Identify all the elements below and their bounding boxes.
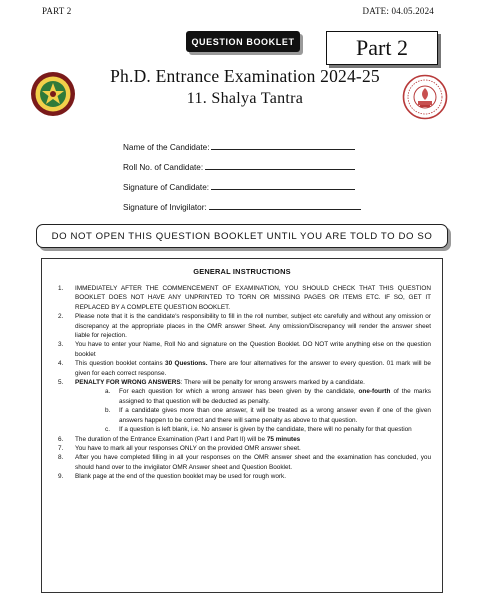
invigilator-signature-fill-line[interactable] [209, 201, 361, 210]
instruction-subitem: c. If a question is left blank, i.e. No answer is given by the candidate, there will no penalty for that question [105, 426, 412, 434]
field-invigilator-signature [123, 201, 361, 212]
subject-title: 11. Shalya Tantra [186, 90, 304, 107]
field-candidate-name [123, 141, 355, 152]
instruction-item: 6. The duration of the Entrance Examination (Part I and Part II) will be 75 minutes [58, 435, 301, 443]
instruction-item: 2. Please note that it is the candidate's responsibility to fill in the roll number, subject etc carefully and without any omission or discrepancy at the appropriate places in the OMR answer Sheet. Any omission/Discrepancy will render the answer sheet liable for rejection. [58, 313, 431, 340]
instruction-item: 7. You have to mark all your responses ONLY on the provided OMR answer sheet. [58, 444, 301, 452]
field-label: Roll No. of Candidate: [123, 163, 204, 172]
field-label: Signature of Invigilator: [123, 203, 207, 212]
do-not-open-warning: DO NOT OPEN THIS QUESTION BOOKLET UNTIL YOU ARE TOLD TO DO SO [36, 224, 448, 248]
field-roll-no [123, 161, 355, 172]
header-part-label: PART 2 [42, 6, 72, 16]
candidate-signature-fill-line[interactable] [211, 181, 355, 190]
question-booklet-badge: QUESTION BOOKLET [186, 31, 300, 52]
instructions-list [58, 284, 431, 482]
instruction-item: 5. PENALTY FOR WRONG ANSWERS: There will be penalty for wrong answers marked by a candidate. [58, 379, 365, 387]
instruction-item: 1. IMMEDIATELY AFTER THE COMMENCEMENT OF EXAMINATION, YOU SHOULD CHECK THAT THIS QUESTION BOOKLET DOES NOT HAVE ANY UNPRINTED TO TORN OR MISSING PAGES OR ITEMS ETC. IF SO, GET IT REPLACED BY A COMPLETE QUESTION BOOKLET. [58, 285, 431, 311]
instruction-subitem: a. For each question for which a wrong answer has been given by the candidate, one-fourth of the marks assigned to that question will be deducted as penalty. [105, 388, 431, 405]
field-label: Signature of Candidate: [123, 183, 210, 192]
name-fill-line[interactable] [211, 141, 355, 150]
field-label: Name of the Candidate: [123, 143, 210, 152]
instruction-item: 3. You have to enter your Name, Roll No and signature on the Question Booklet. DO NOT write anything else on the question booklet [58, 341, 431, 358]
roll-no-fill-line[interactable] [205, 161, 355, 170]
exam-title: Ph.D. Entrance Examination 2024-25 [110, 66, 380, 86]
instructions-title: GENERAL INSTRUCTIONS [193, 267, 291, 276]
general-instructions-box [41, 258, 443, 593]
field-candidate-signature [123, 181, 355, 192]
instruction-item: 4. This question booklet contains 30 Questions. There are four alternatives for the answer to every question. 01 mark will be given for each correct response. [58, 360, 431, 377]
instruction-subitem: b. If a candidate gives more than one answer, it will be treated as a wrong answer even if one of the given answers happen to be correct and there will same penalty as above to that question. [105, 407, 431, 424]
header-date: DATE: 04.05.2024 [362, 6, 434, 16]
part-box: Part 2 [326, 31, 438, 65]
instruction-item: 9. Blank page at the end of the question booklet may be used for rough work. [58, 473, 287, 481]
instruction-item: 8. After you have completed filling in all your responses on the OMR answer sheet and the examination has concluded, you should hand over to the invigilator OMR Answer sheet and Question Booklet. [58, 454, 431, 471]
university-seal-right [402, 74, 448, 120]
